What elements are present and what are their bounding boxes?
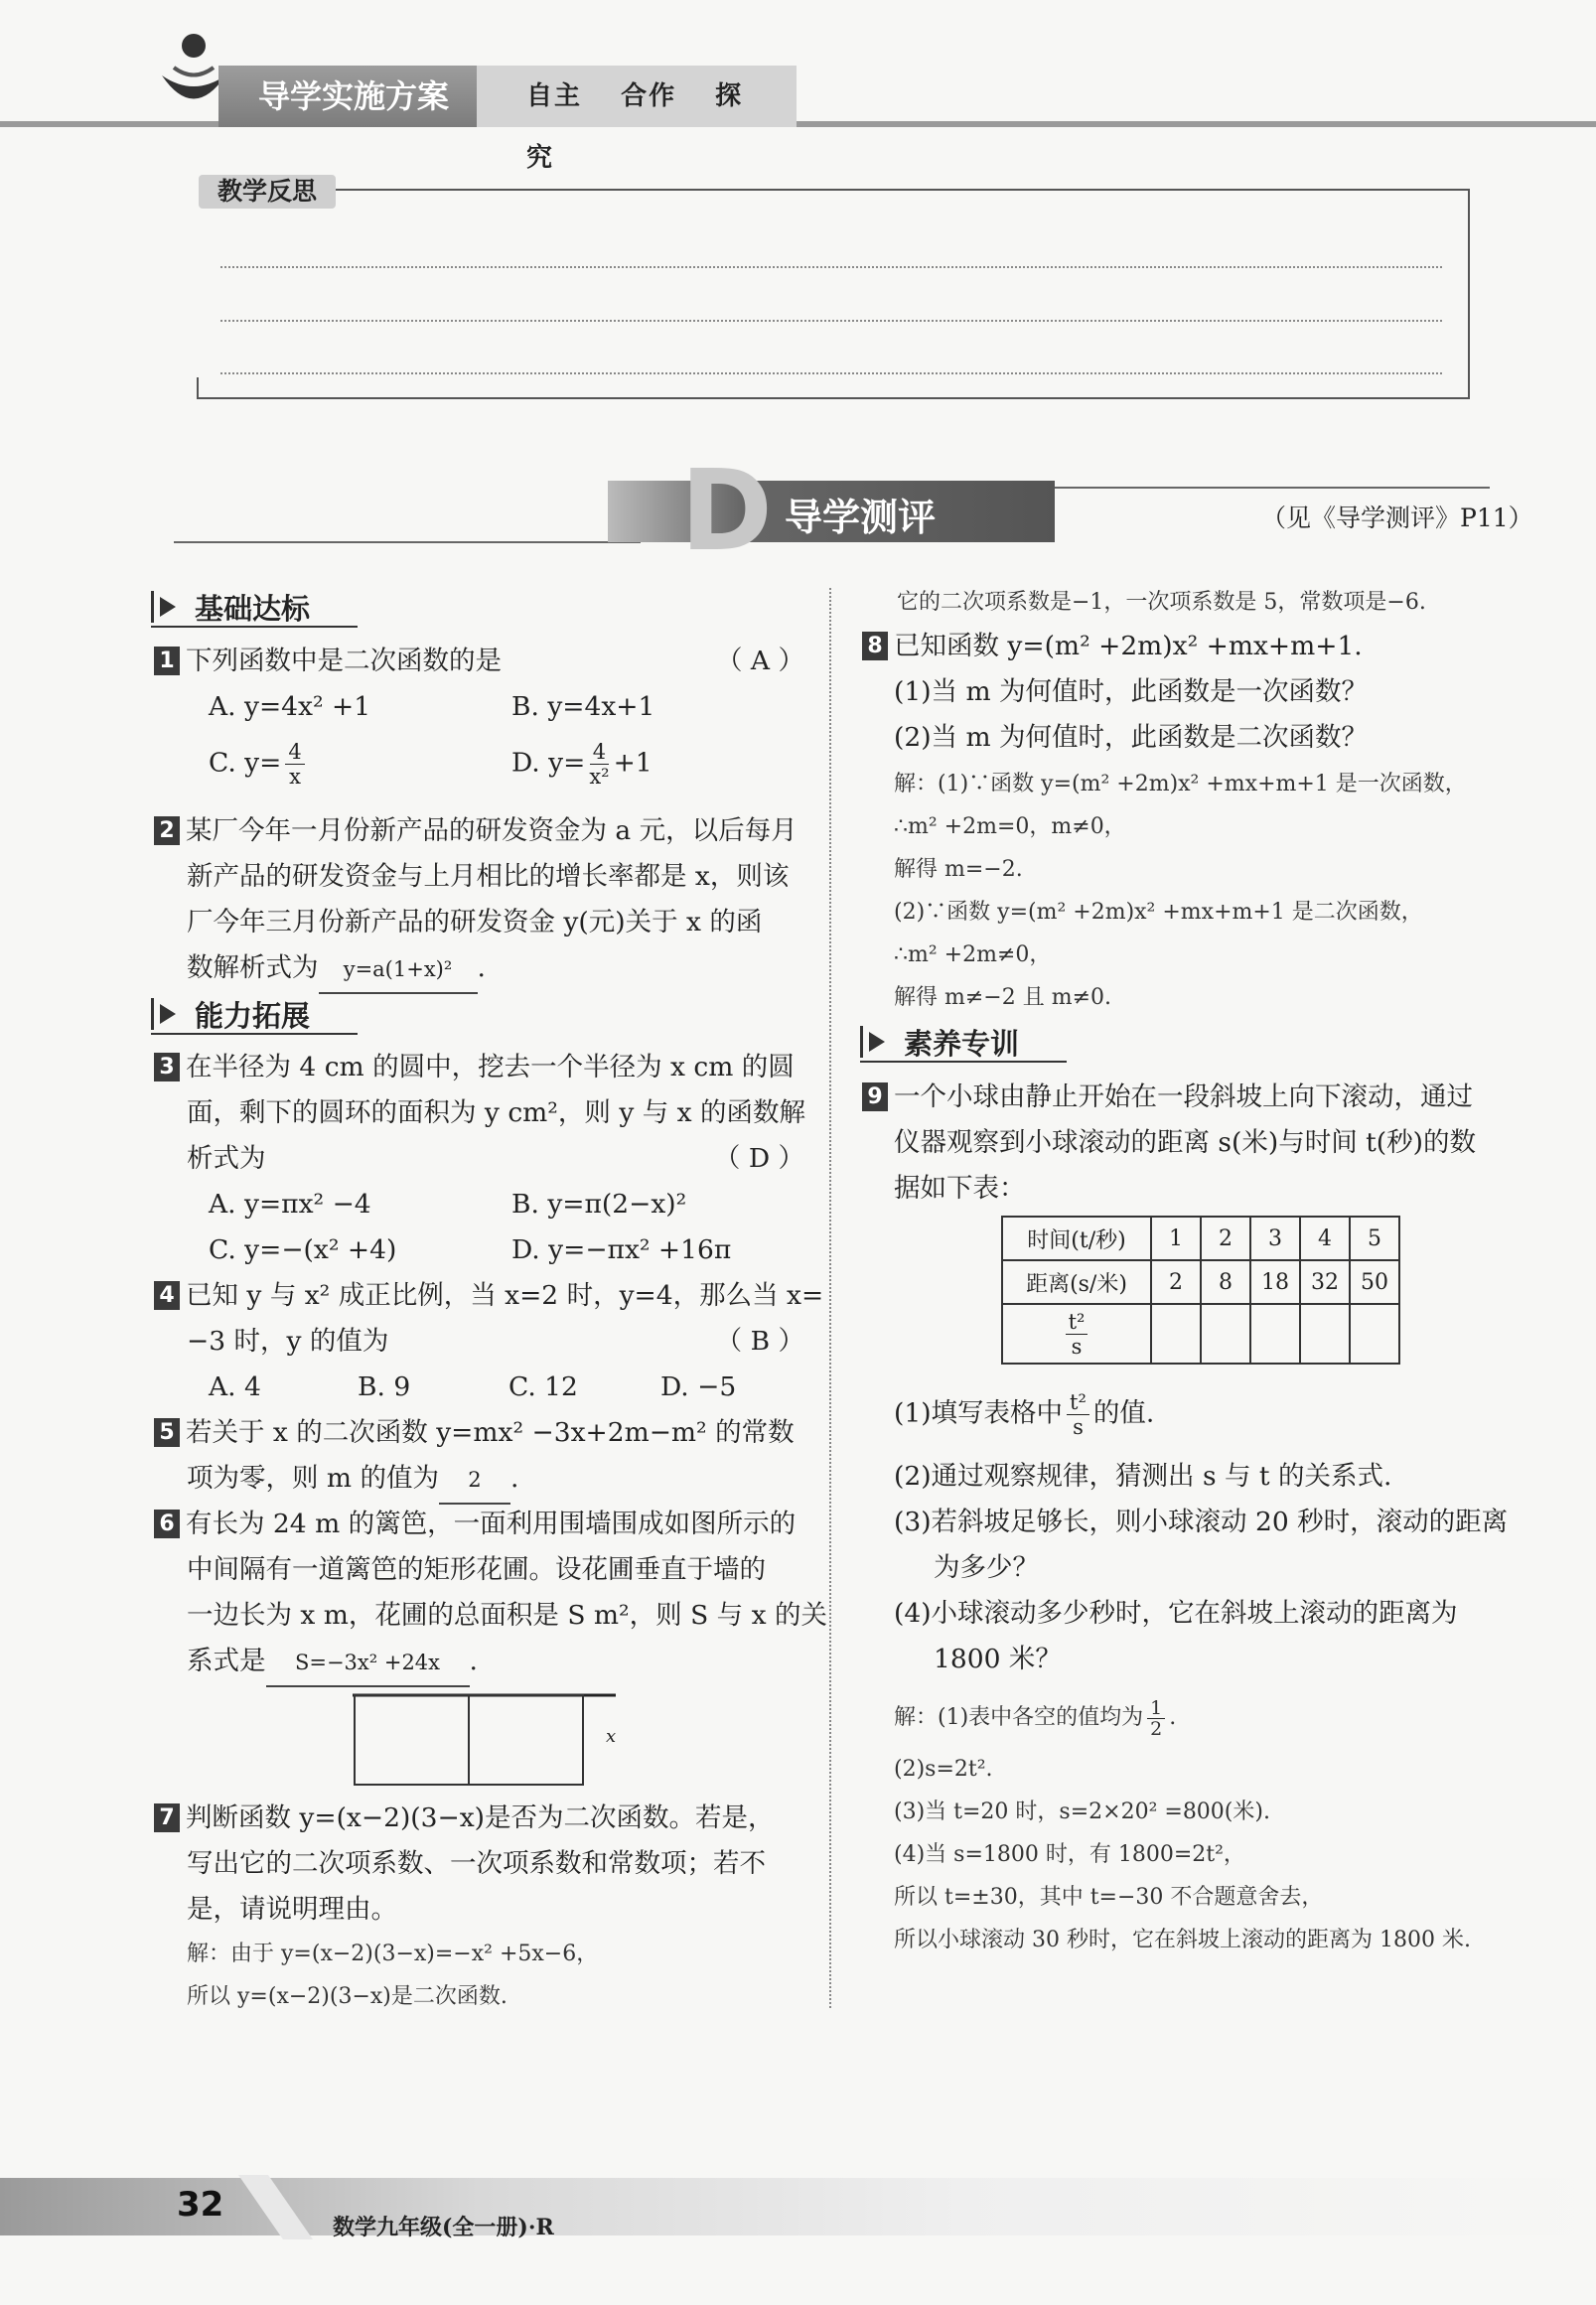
question-number: 5 xyxy=(154,1418,180,1447)
question-number: 4 xyxy=(154,1281,180,1310)
option-d: D. y= $\frac{4}{\text{x²}}$ +1 xyxy=(511,740,653,789)
question-number: 3 xyxy=(154,1053,180,1081)
data-table xyxy=(1001,1216,1400,1365)
header-tag: 合作 xyxy=(621,81,677,111)
subheading-literacy xyxy=(860,1023,1067,1063)
question-2: 2 某厂今年一月份新产品的研发资金为 a 元，以后每月 xyxy=(154,808,798,854)
answer-blank: 2 xyxy=(439,1457,510,1505)
subheading-label: 基础达标 xyxy=(195,591,311,626)
table-row xyxy=(1002,1260,1399,1304)
solution-line: (3)当 t=20 时，s=2×20² =800(米). xyxy=(894,1800,1270,1824)
reflection-dotted-line xyxy=(220,320,1442,322)
garden-figure xyxy=(353,1693,621,1793)
reflection-bottom-line xyxy=(197,397,1470,399)
option-a: A. 4 xyxy=(209,1371,261,1402)
header-tag: 自主 xyxy=(526,81,583,111)
answer-blank: S=−3x² +24x xyxy=(266,1640,470,1687)
question-3: 3 在半径为 4 cm 的圆中，挖去一个半径为 x cm 的圆 xyxy=(154,1045,795,1090)
solution-line: ∴m² +2m=0，m≠0， xyxy=(894,814,1126,839)
arrow-icon xyxy=(860,1026,890,1058)
section-left-line xyxy=(174,541,641,543)
header-tags xyxy=(477,66,797,173)
solution-line: 所以 t=±30，其中 t=−30 不合题意舍去， xyxy=(894,1885,1324,1910)
option-d: D. y=−πx² +16π xyxy=(511,1234,732,1265)
solution-line: (2)s=2t². xyxy=(894,1757,993,1782)
footer-title: 数学九年级(全一册)·R xyxy=(333,2215,554,2240)
section-title: 导学测评 xyxy=(785,496,937,539)
table-header: 距离(s/米) xyxy=(1002,1260,1151,1304)
question-5: 5 若关于 x 的二次函数 y=mx² −3x+2m−m² 的常数 xyxy=(154,1410,795,1456)
table-cell xyxy=(1350,1304,1399,1364)
option-b: B. y=π(2−x)² xyxy=(511,1189,687,1220)
question-number: 7 xyxy=(154,1803,180,1832)
section-letter: D xyxy=(680,447,773,576)
table-header: 时间(t/秒) xyxy=(1002,1217,1151,1260)
question-8: 8 已知函数 y=(m² +2m)x² +mx+m+1. xyxy=(862,624,1363,669)
answer-choice: （ A ） xyxy=(716,646,804,676)
page-number: 32 xyxy=(177,2185,224,2225)
table-cell: 4 xyxy=(1300,1217,1350,1260)
option-b: B. y=4x+1 xyxy=(511,691,655,722)
table-cell: 2 xyxy=(1151,1260,1201,1304)
answer-choice: （ B ） xyxy=(715,1326,804,1357)
solution-line: ∴m² +2m≠0， xyxy=(894,942,1052,967)
table-cell xyxy=(1201,1304,1250,1364)
answer-choice: （ D ） xyxy=(713,1143,804,1174)
subheading-basic xyxy=(151,588,358,628)
option-d: D. −5 xyxy=(660,1371,737,1402)
question-number: 1 xyxy=(154,647,180,675)
solution-line: 解：由于 y=(x−2)(3−x)=−x² +5x−6， xyxy=(187,1942,599,1966)
table-cell: 32 xyxy=(1300,1260,1350,1304)
question-number: 2 xyxy=(154,816,180,845)
figure-label-x: x xyxy=(606,1726,617,1747)
table-cell xyxy=(1151,1304,1201,1364)
subheading-label: 能力拓展 xyxy=(195,998,311,1033)
table-cell: 3 xyxy=(1250,1217,1300,1260)
option-c: C. 12 xyxy=(508,1371,578,1402)
table-row xyxy=(1002,1304,1399,1364)
option-b: B. 9 xyxy=(358,1371,411,1402)
subheading-label: 素养专训 xyxy=(904,1026,1020,1061)
reflection-label: 教学反思 xyxy=(199,175,336,209)
table-cell: 8 xyxy=(1201,1260,1250,1304)
question-6: 6 有长为 24 m 的篱笆，一面利用围墙围成如图所示的 xyxy=(154,1502,796,1547)
question-number: 8 xyxy=(862,632,888,660)
question-number: 6 xyxy=(154,1510,180,1538)
solution-line: 所以小球滚动 30 秒时，它在斜坡上滚动的距离为 1800 米. xyxy=(894,1928,1471,1952)
question-text: 下列函数中是二次函数的是 xyxy=(186,646,502,676)
solution-line: 所以 y=(x−2)(3−x)是二次函数. xyxy=(187,1984,508,2009)
solution-line: 解：(1)∵函数 y=(m² +2m)x² +mx+m+1 是一次函数， xyxy=(894,772,1467,796)
question-7: 7 判断函数 y=(x−2)(3−x)是否为二次函数。若是， xyxy=(154,1796,774,1841)
section-reference: （见《导学测评》P11） xyxy=(1261,504,1533,532)
question-9: 9 一个小球由静止开始在一段斜坡上向下滚动，通过 xyxy=(862,1075,1473,1120)
option-c: C. y= $\frac{4}{x}$ xyxy=(209,740,309,789)
subheading-ability xyxy=(151,995,358,1035)
table-cell: 5 xyxy=(1350,1217,1399,1260)
header-tag: 探究 xyxy=(526,81,744,173)
question-4: 4 已知 y 与 x² 成正比例，当 x=2 时，y=4，那么当 x= xyxy=(154,1273,823,1319)
table-cell: 1 xyxy=(1151,1217,1201,1260)
table-cell: 50 xyxy=(1350,1260,1399,1304)
solution-line: 解：(1)表中各空的值均为 $\frac{1}{2}$ . xyxy=(894,1696,1177,1740)
column-divider xyxy=(829,588,831,2008)
option-a: A. y=πx² −4 xyxy=(209,1189,371,1220)
option-a: A. y=4x² +1 xyxy=(209,691,371,722)
section-right-line xyxy=(1053,487,1490,489)
question-number: 9 xyxy=(862,1082,888,1111)
table-row xyxy=(1002,1217,1399,1260)
footer-swoosh-icon xyxy=(238,2175,318,2244)
solution-line: (2)∵函数 y=(m² +2m)x² +mx+m+1 是二次函数， xyxy=(894,900,1423,925)
answer-blank: y=a(1+x)² xyxy=(319,946,478,994)
option-c: C. y=−(x² +4) xyxy=(209,1234,397,1265)
table-cell: 2 xyxy=(1201,1217,1250,1260)
reflection-dotted-line xyxy=(220,266,1442,268)
arrow-icon xyxy=(151,998,181,1030)
reflection-frame-left xyxy=(197,377,199,399)
solution-line: 解得 m=−2. xyxy=(894,857,1023,882)
arrow-icon xyxy=(151,591,181,623)
solution-line: 它的二次项系数是−1，一次项系数是 5，常数项是−6. xyxy=(897,590,1426,615)
reflection-frame xyxy=(336,189,1470,397)
solution-line: (4)当 s=1800 时，有 1800=2t²， xyxy=(894,1842,1245,1867)
table-cell xyxy=(1300,1304,1350,1364)
table-cell xyxy=(1250,1304,1300,1364)
reflection-dotted-line xyxy=(220,372,1442,374)
table-header: $\frac{\text{t²}}{s}$ xyxy=(1002,1304,1151,1364)
solution-line: 解得 m≠−2 且 m≠0. xyxy=(894,985,1111,1010)
table-cell: 18 xyxy=(1250,1260,1300,1304)
header-title: 导学实施方案 xyxy=(218,66,477,127)
question-1 xyxy=(154,639,804,684)
